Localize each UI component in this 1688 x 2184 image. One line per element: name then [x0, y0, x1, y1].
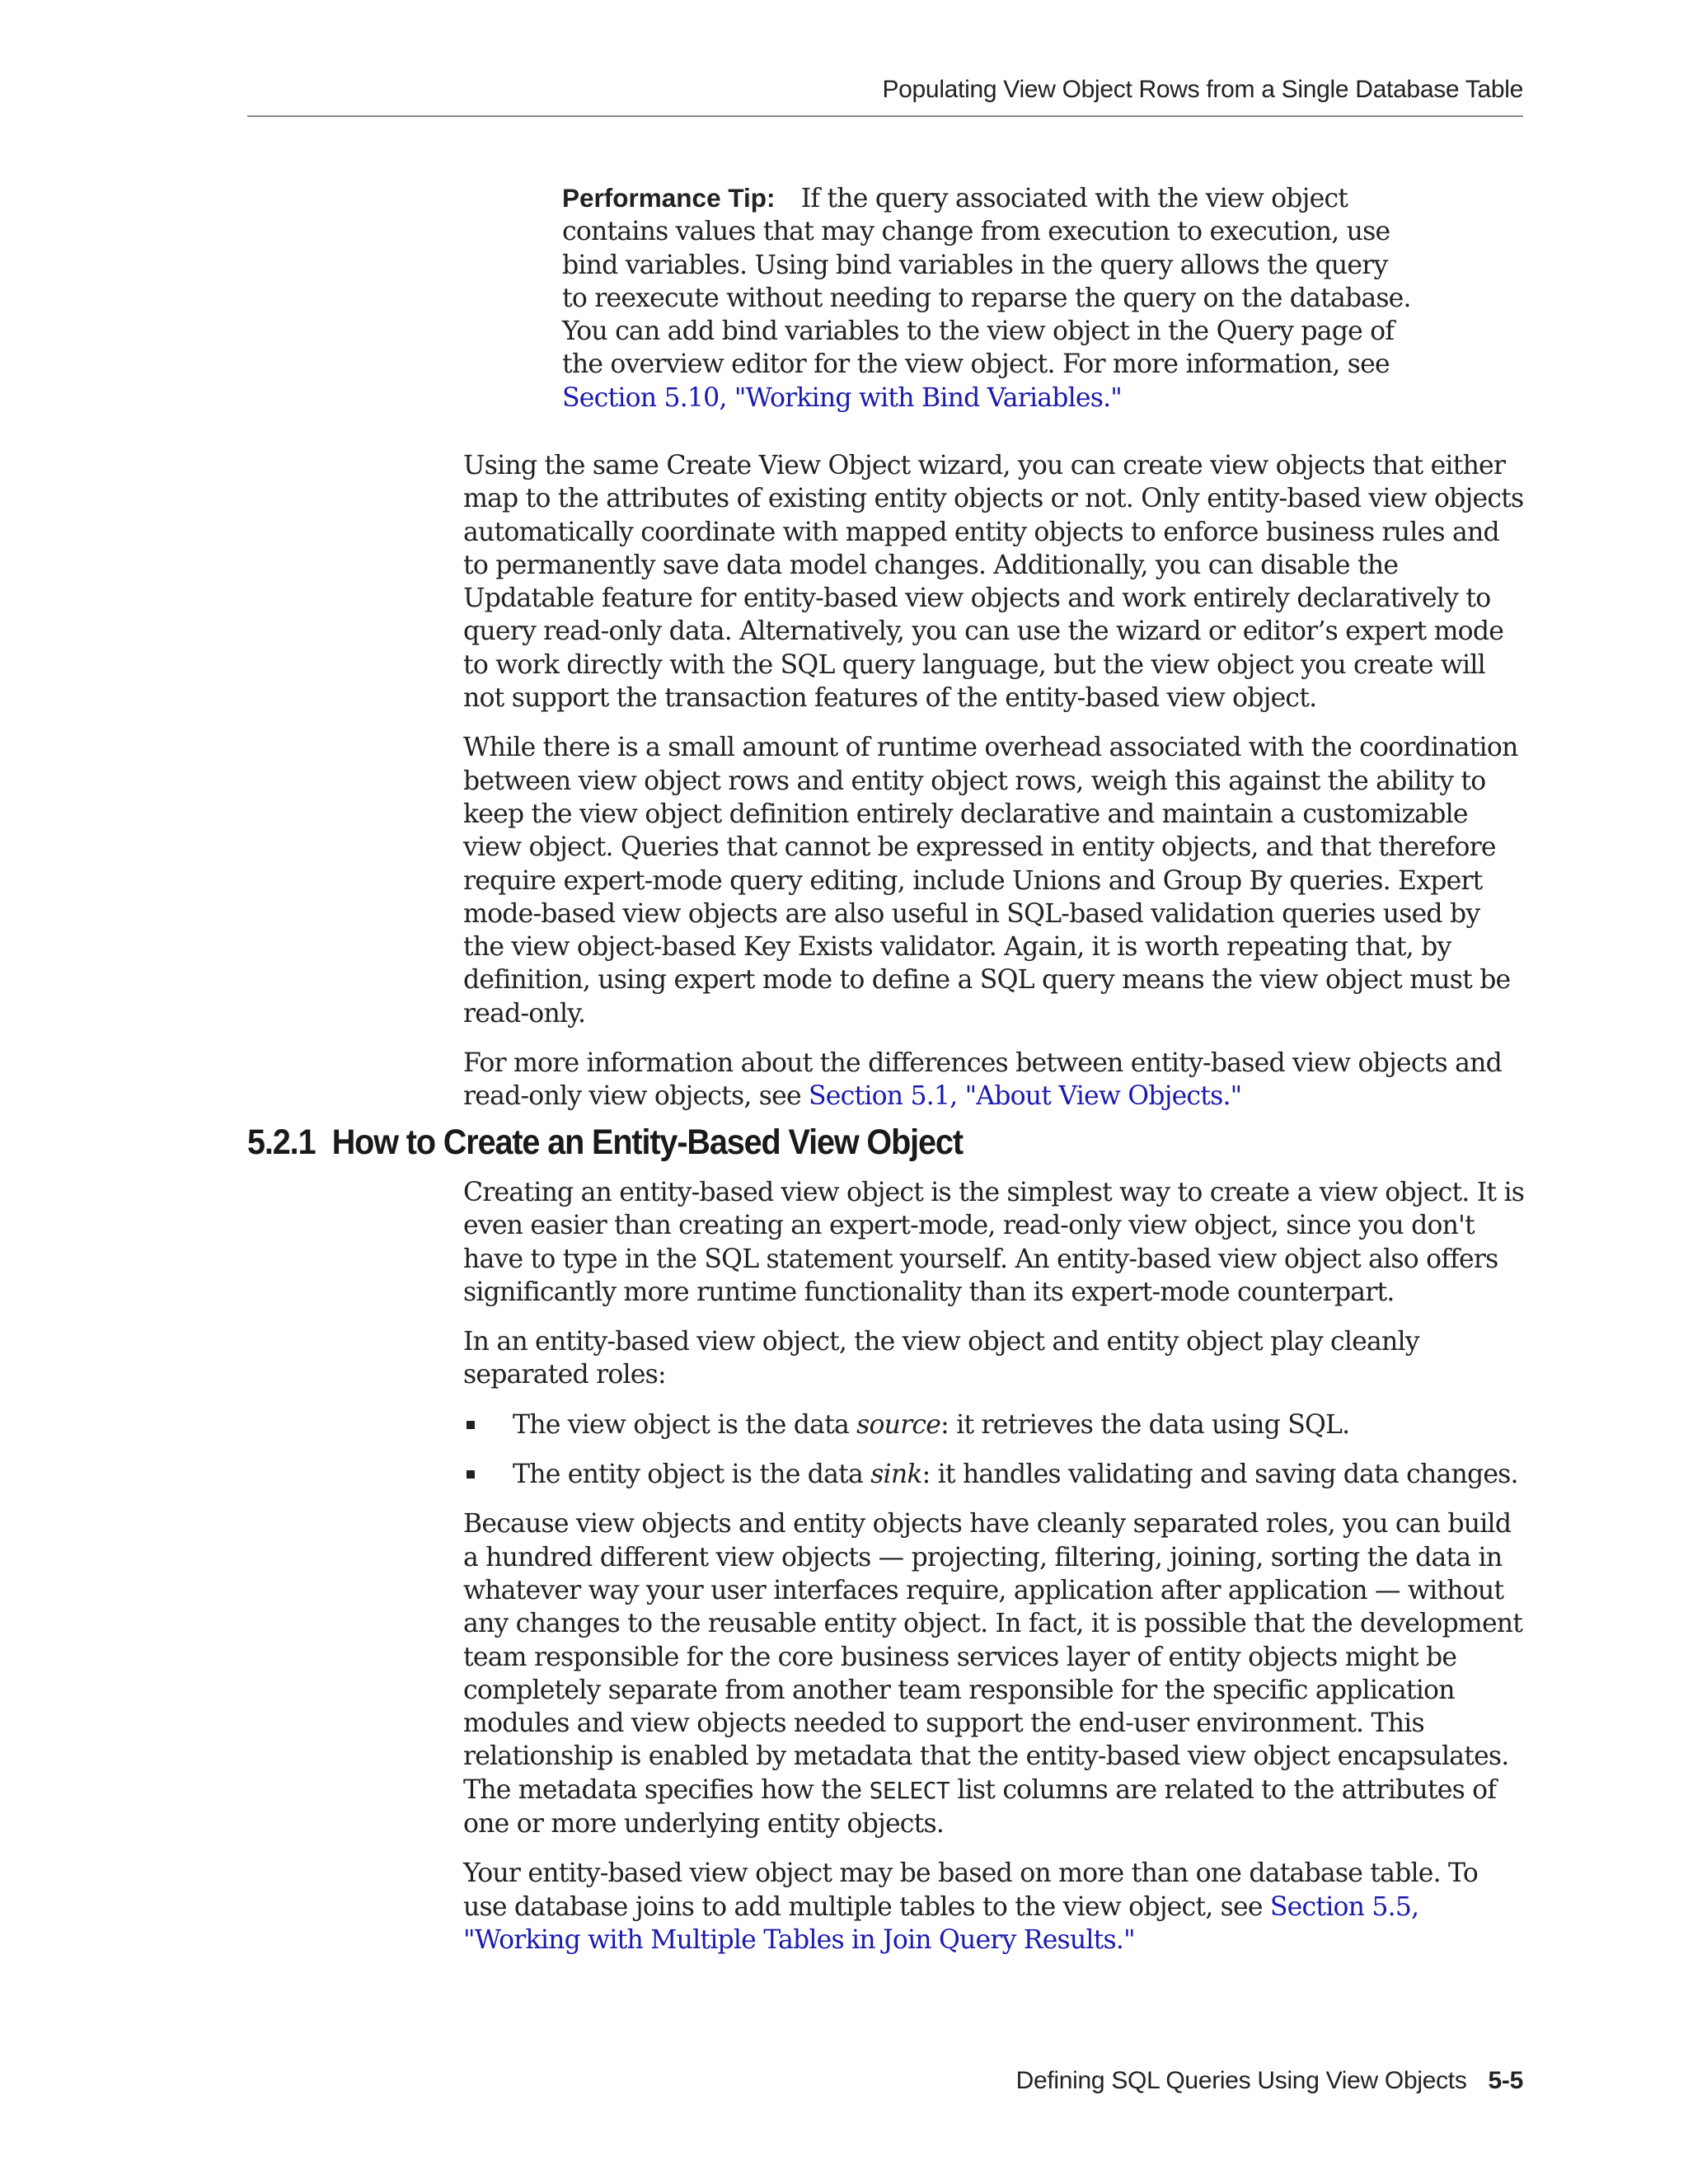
section-number: 5.2.1 [247, 1122, 316, 1162]
section-paragraph-3: Because view objects and entity objects have cleanly separated roles, you can build a hundred different view objects — projecting, filtering, joining, sorting the data in whatever way your user interfaces require, application after application — without any changes to the reusable entity object. In fact, it is possible that the development team responsible for the core business services layer of entity objects might be completely separate from another team responsible for the specific application modules and view objects needed to support the end-user environment. This relationship is enabled by metadata that the entity-based view object encapsulates. The metadata specifies how the SELECT list columns are related to the attributes of one or more underlying entity objects. [463, 1509, 1523, 1840]
link-about-view-objects[interactable]: Section 5.1, "About View Objects." [809, 1081, 1242, 1112]
section-paragraph-2: In an entity-based view object, the view object and entity object play cleanly separated roles: [463, 1327, 1419, 1390]
footer-chapter-title: Defining SQL Queries Using View Objects [1015, 2067, 1467, 2094]
roles-list [463, 1408, 1526, 1492]
header-rule [247, 115, 1523, 117]
list-item: The entity object is the data sink: it handles validating and saving data changes. [463, 1458, 1526, 1491]
section-heading [247, 1122, 963, 1163]
tip-label: Performance Tip: [562, 183, 776, 213]
emphasis-source: source [856, 1409, 941, 1440]
intro-paragraph-3-text: For more information about the differences between entity-based view objects and read-only view objects, see [463, 1048, 1502, 1112]
running-header: Populating View Object Rows from a Single Database Table [882, 76, 1523, 103]
square-bullet-icon [467, 1421, 475, 1429]
link-join-query-results[interactable]: Section 5.5, "Working with Multiple Tables in Join Query Results." [463, 1891, 1419, 1955]
section-paragraph-4: Your entity-based view object may be based on more than one database table. To use database joins to add multiple tables to the view object, see Section 5.5, "Working with Multiple Tables in Join Query Results." [463, 1858, 1478, 1955]
link-bind-variables[interactable]: Section 5.10, "Working with Bind Variables." [562, 382, 1122, 413]
intro-body [463, 449, 1526, 1130]
performance-tip [562, 181, 1419, 415]
intro-paragraph-3 [463, 1047, 1526, 1113]
page-footer [247, 2067, 1523, 2095]
intro-paragraph-2: While there is a small amount of runtime overhead associated with the coordination between view object rows and entity object rows, weigh this against the ability to keep the view object definition entirely declarative and maintain a customizable view object. Queries that cannot be expressed in entity objects, and that therefore require expert-mode query editing, include Unions and Group By queries. Expert mode-based view objects are also useful in SQL-based validation queries used by the view object-based Key Exists validator. Again, it is worth repeating that, by definition, using expert mode to define a SQL query means the view object must be read-only. [463, 733, 1518, 1029]
emphasis-sink: sink [870, 1460, 922, 1490]
square-bullet-icon [467, 1470, 475, 1479]
section-title: How to Create an Entity-Based View Object [331, 1122, 963, 1162]
section-paragraph-1: Creating an entity-based view object is the simplest way to create a view object. It is even easier than creating an expert-mode, read-only view object, since you don't have to type in the SQL statement yourself. An entity-based view object also offers significantly more runtime functionality than its expert-mode counterpart. [463, 1178, 1525, 1307]
section-body [463, 1176, 1526, 1973]
page-number: 5-5 [1488, 2067, 1523, 2094]
tip-text: If the query associated with the view object contains values that may change from execution to execution, use bind variables. Using bind variables in the query allows the query to reexecute without needing to reparse the query on the database. You can add bind variables to the view object in the Query page of the overview editor for the view object. For more information, see [562, 184, 1411, 380]
code-select: SELECT [869, 1776, 950, 1804]
list-item: The view object is the data source: it retrieves the data using SQL. [463, 1408, 1526, 1441]
intro-paragraph-1: Using the same Create View Object wizard, you can create view objects that either map to the attributes of existing entity objects or not. Only entity-based view objects automatically coordinate with mapped entity objects to enforce business rules and to permanently save data model changes. Additionally, you can disable the Updatable feature for entity-based view objects and work entirely declaratively to query read-only data. Alternatively, you can use the wizard or editor’s expert mode to work directly with the SQL query language, but the view object you create will not support the transaction features of the entity-based view object. [463, 451, 1524, 714]
